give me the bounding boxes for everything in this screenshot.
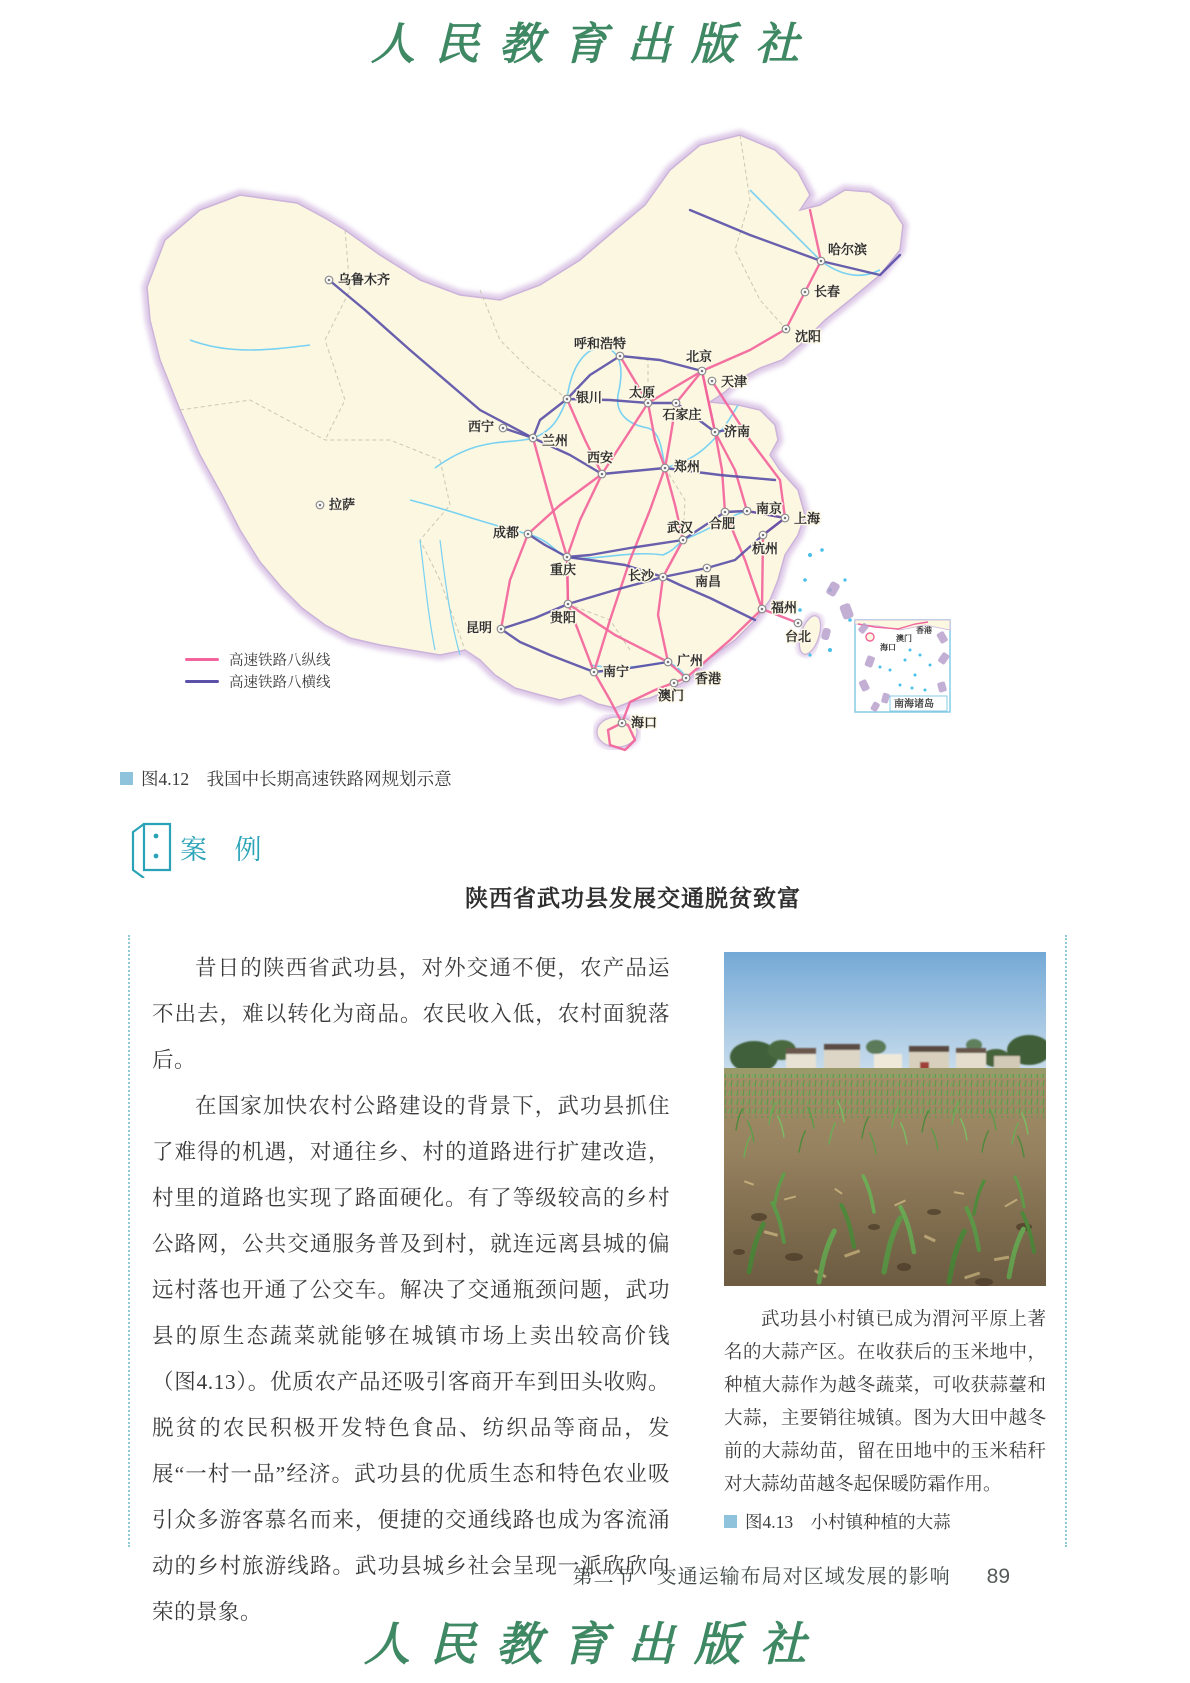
svg-text:杭州: 杭州 (751, 541, 779, 556)
svg-text:兰州: 兰州 (542, 433, 569, 448)
legend-row-horizontal (185, 670, 331, 692)
svg-text:石家庄: 石家庄 (662, 407, 702, 422)
svg-text:上海: 上海 (794, 511, 821, 526)
svg-text:西宁: 西宁 (467, 419, 494, 434)
inset-city-hongkong: 香港 (916, 626, 932, 635)
svg-text:南京: 南京 (756, 501, 783, 516)
page-footer (0, 1560, 1010, 1589)
inset-city-macau: 澳门 (896, 634, 912, 643)
publisher-logo-top: 人民教育出版社 (371, 20, 819, 69)
map-legend (185, 648, 331, 692)
svg-text:广州: 广州 (677, 653, 704, 668)
figure-412-caption (120, 766, 452, 791)
svg-text:海口: 海口 (631, 715, 658, 730)
svg-text:福州: 福州 (771, 600, 798, 615)
svg-text:济南: 济南 (724, 424, 751, 439)
svg-text:北京: 北京 (685, 349, 713, 364)
svg-text:贵阳: 贵阳 (549, 610, 577, 625)
figure-413-caption (724, 1509, 1046, 1534)
south-china-sea-inset (855, 620, 950, 712)
svg-text:南昌: 南昌 (694, 574, 722, 589)
publisher-logo-bottom: 人民教育出版社 (364, 1619, 826, 1670)
garlic-field-photo (724, 952, 1046, 1286)
svg-text:长沙: 长沙 (627, 568, 654, 583)
svg-text:哈尔滨: 哈尔滨 (828, 242, 868, 257)
legend-row-vertical (185, 648, 331, 670)
caption-square-icon (120, 772, 133, 785)
case-paragraph-1: 昔日的陕西省武功县，对外交通不便，农产品运不出去，难以转化为商品。农民收入低，农村面貌落后。 (152, 956, 670, 1072)
svg-text:重庆: 重庆 (549, 562, 577, 577)
svg-text:拉萨: 拉萨 (329, 497, 356, 512)
svg-text:南宁: 南宁 (603, 664, 630, 679)
figure-413-caption-text: 图4.13 小村镇种植的大蒜 (745, 1512, 951, 1532)
legend-label-vertical: 高速铁路八纵线 (229, 652, 331, 669)
footer-page-number: 89 (986, 1565, 1010, 1588)
svg-text:太原: 太原 (628, 385, 656, 400)
caption-square-icon (724, 1515, 737, 1528)
svg-text:沈阳: 沈阳 (795, 329, 822, 344)
svg-text:呼和浩特: 呼和浩特 (573, 336, 627, 351)
case-book-icon (130, 816, 176, 878)
svg-text:合肥: 合肥 (708, 516, 736, 531)
legend-swatch-vertical (185, 658, 219, 661)
railway-map-figure (110, 110, 958, 760)
svg-text:长春: 长春 (814, 284, 841, 299)
svg-text:西安: 西安 (586, 450, 614, 465)
svg-text:乌鲁木齐: 乌鲁木齐 (338, 272, 391, 287)
svg-text:台北: 台北 (784, 629, 812, 644)
footer-section-title: 第二节 交通运输布局对区域发展的影响 (572, 1566, 951, 1588)
case-figure-column (724, 952, 1046, 1534)
svg-text:武汉: 武汉 (666, 520, 694, 535)
svg-text:天津: 天津 (721, 374, 748, 389)
svg-text:香港: 香港 (695, 671, 722, 686)
svg-text:昆明: 昆明 (465, 620, 492, 635)
case-section-label: 案 例 (180, 835, 272, 865)
svg-text:澳门: 澳门 (657, 688, 685, 703)
case-title: 陕西省武功县发展交通脱贫致富 (465, 886, 801, 911)
legend-swatch-horizontal (185, 680, 219, 683)
case-paragraph-2: 在国家加快农村公路建设的背景下，武功县抓住了难得的机遇，对通往乡、村的道路进行扩建改造，村里的道路也实现了路面硬化。有了等级较高的乡村公路网，公共交通服务普及到村，就连远离县城的偏远村落也开通了公交车。解决了交通瓶颈问题，武功县的原生态蔬菜就能够在城镇市场上卖出较高价钱（图4.13）。优质农产品还吸引客商开车到田头收购。脱贫的农民积极开发特色食品、纺织品等商品，发展“一村一品”经济。武功县的优质生态和特色农业吸引众多游客慕名而来，便捷的交通线路也成为客流涌动的乡村旅游线路。武功县城乡社会呈现一派欣欣向荣的景象。 (152, 1094, 670, 1624)
svg-text:郑州: 郑州 (674, 459, 701, 474)
photo-note: 武功县小村镇已成为渭河平原上著名的大蒜产区。在收获后的玉米地中，种植大蒜作为越冬蔬菜，可收获蒜薹和大蒜，主要销往城镇。图为大田中越冬前的大蒜幼苗，留在田地中的玉米秸秆对大蒜幼苗越冬起保暖防霜作用。 (724, 1310, 1046, 1495)
inset-title: 南海诸岛 (894, 699, 934, 710)
case-text-column (152, 945, 670, 1635)
inset-city-haikou: 海口 (880, 643, 896, 652)
legend-label-horizontal: 高速铁路八横线 (229, 674, 331, 691)
svg-text:银川: 银川 (576, 390, 603, 405)
figure-412-caption-text: 图4.12 我国中长期高速铁路网规划示意 (141, 769, 452, 789)
svg-text:成都: 成都 (492, 525, 519, 540)
